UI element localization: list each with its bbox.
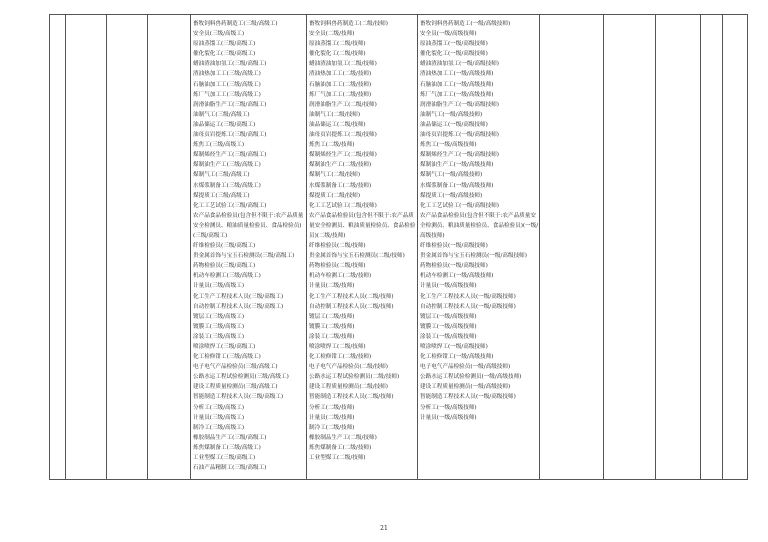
list-item: 安全员(一级/高级技师) bbox=[420, 31, 477, 38]
empty-cell bbox=[656, 15, 701, 480]
list-item: 计量员(三级/高级工) bbox=[193, 414, 244, 421]
list-item: 畜牧饲料兽药制造工(一级/高级技师) bbox=[420, 21, 511, 27]
qualification-table bbox=[49, 14, 748, 480]
list-item: 化工检修钳工(二级/技师) bbox=[309, 354, 372, 361]
list-item: 计量员(一级/高级技师) bbox=[420, 414, 477, 421]
table-row bbox=[50, 15, 748, 480]
list-item: 制冷工(三级/高级工) bbox=[193, 424, 244, 431]
list-item: 自动控制工程技术人员(一级/高级技师) bbox=[420, 303, 516, 310]
empty-cell bbox=[107, 15, 148, 480]
list-item: 水煤浆制备工(三级/高级工) bbox=[193, 182, 261, 189]
list-item: 煤制油生产工(三级/高级工) bbox=[193, 162, 261, 169]
list-item: 农产品食品检验员(包含但不限于:农产品质量安全检测员、粮油质量检验员、食品检验员)(一级/高级技师) bbox=[420, 212, 539, 239]
list-item: 建设工程质量检测员(一级/高级技师) bbox=[420, 384, 511, 391]
list-item: 机动车检测工(三级/高级工) bbox=[193, 273, 261, 280]
list-item: 渣油热加工工(一级/高级技师) bbox=[420, 71, 494, 78]
empty-cell bbox=[540, 15, 604, 480]
list-item: 催化裂化工(二级/技师) bbox=[309, 51, 366, 58]
list-item: 公路水运工程试验检测员(一级/高级技师) bbox=[420, 374, 522, 381]
list-item: 制冷工(二级/技师) bbox=[309, 424, 355, 431]
list-item: 贵金属首饰与宝玉石检测员(一级/高级技师) bbox=[420, 253, 527, 260]
list-item: 催化裂化工(三级/高级工) bbox=[193, 51, 256, 58]
list-item: 炼焦工(二级/技师) bbox=[309, 142, 355, 149]
list-item: 智能制造工程技术人员(三级/高级工) bbox=[193, 394, 284, 401]
list-item: 蜡油渣油加氢工(二级/技师) bbox=[309, 61, 377, 68]
list-item: 化工检修钳工(三级/高级工) bbox=[193, 354, 261, 361]
list-item: 涂装工(三级/高级工) bbox=[193, 333, 244, 340]
list-item: 药物检验员(二级/技师) bbox=[309, 263, 366, 270]
list-item: 农产品食品检验员(包含但不限于:农产品质量安全检测员、粮油质量检验员、食品检验员)(二级/技师) bbox=[309, 212, 416, 239]
list-item: 油母页岩提炼工(二级/技师) bbox=[309, 132, 377, 139]
list-item: 自动控制工程技术人员(三级/高级工) bbox=[193, 303, 284, 310]
list-item: 计量员(一级/高级技师) bbox=[420, 283, 477, 290]
list-item: 药物检验员(一级/高级技师) bbox=[420, 263, 488, 270]
list-item: 石脑油加工工(一级/高级技师) bbox=[420, 81, 494, 88]
list-item: 镀膜工(一级/高级技师) bbox=[420, 323, 477, 330]
list-item: 油品储运工(二级/技师) bbox=[309, 121, 366, 128]
list-item: 化工生产工程技术人员(一级/高级技师) bbox=[420, 293, 516, 300]
list-item: 建设工程质量检测员(三级/高级工) bbox=[193, 384, 278, 391]
list-item: 炼焦煤制备工(二级/技师) bbox=[309, 444, 372, 451]
list-item: 涂装工(二级/技师) bbox=[309, 333, 355, 340]
list-item: 化工工艺试验工(二级/技师) bbox=[309, 202, 377, 209]
list-item: 石脑油加工工(三级/高级工) bbox=[193, 81, 261, 88]
list-item: 润滑油脂生产工(二级/技师) bbox=[309, 101, 377, 108]
empty-cell bbox=[148, 15, 191, 480]
list-item: 炼厂气加工工(二级/技师) bbox=[309, 91, 372, 98]
empty-cell bbox=[66, 15, 107, 480]
list-item: 煤提质工(三级/高级工) bbox=[193, 192, 250, 199]
empty-cell bbox=[50, 15, 66, 480]
empty-cell bbox=[604, 15, 656, 480]
list-item: 化工生产工程技术人员(二级/技师) bbox=[309, 293, 394, 300]
list-item: 化工工艺试验工(三级/高级工) bbox=[193, 202, 267, 209]
list-item: 公路水运工程试验检测员(三级/高级工) bbox=[193, 374, 289, 381]
list-item: 煤提质工(二级/技师) bbox=[309, 192, 360, 199]
list-item: 涂装工(一级/高级技师) bbox=[420, 333, 477, 340]
list-item: 安全员(三级/高级工) bbox=[193, 31, 244, 38]
list-item: 煤制烯烃生产工(三级/高级工) bbox=[193, 152, 267, 159]
list-item: 石油产品精制工(三级/高级工) bbox=[193, 465, 267, 472]
list-item: 渣油热加工工(二级/技师) bbox=[309, 71, 372, 78]
list-item: 油制气工(一级/高级技师) bbox=[420, 111, 483, 118]
list-item: 炼焦工(三级/高级工) bbox=[193, 142, 244, 149]
list-item: 分析工(三级/高级工) bbox=[193, 404, 244, 411]
list-item: 催化裂化工(一级/高级技师) bbox=[420, 51, 488, 58]
list-item: 机动车检测工(一级/高级技师) bbox=[420, 273, 494, 280]
list-item: 煤制烯烃生产工(一级/高级技师) bbox=[420, 152, 499, 159]
list-item: 蜡油渣油加氢工(三级/高级工) bbox=[193, 61, 267, 68]
list-item: 煤制气工(二级/技师) bbox=[309, 172, 360, 179]
list-item: 水煤浆制备工(一级/高级技师) bbox=[420, 182, 494, 189]
list-item: 自动控制工程技术人员(二级/技师) bbox=[309, 303, 394, 310]
list-item: 建设工程质量检测员(二级/技师) bbox=[309, 384, 388, 391]
list-item: 油制气工(二级/技师) bbox=[309, 111, 360, 118]
list-item: 橡胶制品生产工(二级/技师) bbox=[309, 434, 377, 441]
list-item: 工业型煤工(二级/技师) bbox=[309, 455, 366, 462]
list-item: 纤维检验员(一级/高级技师) bbox=[420, 243, 488, 250]
list-item: 炼厂气加工工(一级/高级技师) bbox=[420, 91, 494, 98]
list-item: 煤制烯烃生产工(二级/技师) bbox=[309, 152, 377, 159]
list-item: 橡胶制品生产工(三级/高级工) bbox=[193, 434, 267, 441]
list-item: 化工工艺试验工(一级/高级技师) bbox=[420, 202, 499, 209]
level2-cell bbox=[307, 15, 418, 480]
list-item: 安全员(二级/技师) bbox=[309, 31, 355, 38]
list-item: 原油蒸馏工(一级/高级技师) bbox=[420, 41, 488, 48]
list-item: 喷涂喷焊工(三级/高级工) bbox=[193, 344, 256, 350]
list-item: 药物检验员(三级/高级工) bbox=[193, 263, 256, 270]
list-item: 贵金属首饰与宝玉石检测员(三级/高级工) bbox=[193, 253, 295, 260]
list-item: 蜡油渣油加氢工(一级/高级技师) bbox=[420, 61, 499, 68]
list-item: 原油蒸馏工(三级/高级工) bbox=[193, 41, 256, 48]
list-item: 计量员(二级/技师) bbox=[309, 414, 355, 421]
list-item: 油制气工(三级/高级工) bbox=[193, 111, 250, 118]
empty-cell bbox=[723, 15, 748, 480]
list-item: 分析工(二级/技师) bbox=[309, 404, 355, 411]
list-item: 工业型煤工(三级/高级工) bbox=[193, 455, 256, 462]
list-item: 分析工(一级/高级技师) bbox=[420, 404, 477, 411]
list-item: 润滑油脂生产工(三级/高级工) bbox=[193, 101, 267, 108]
empty-cell bbox=[701, 15, 723, 480]
list-item: 镀层工(二级/技师) bbox=[309, 313, 355, 320]
list-item: 镀膜工(二级/技师) bbox=[309, 323, 355, 330]
list-item: 煤制气工(三级/高级工) bbox=[193, 172, 250, 179]
list-item: 机动车检测工(二级/技师) bbox=[309, 273, 372, 280]
list-item: 化工检修钳工(一级/高级技师) bbox=[420, 354, 494, 361]
list-item: 纤维检验员(三级/高级工) bbox=[193, 243, 256, 250]
list-item: 电子电气产品检验员(一级/高级技师) bbox=[420, 364, 511, 371]
list-item: 煤提质工(一级/高级技师) bbox=[420, 192, 483, 199]
list-item: 煤制油生产工(二级/技师) bbox=[309, 162, 372, 169]
level1-cell bbox=[418, 15, 540, 480]
list-item: 镀层工(一级/高级技师) bbox=[420, 313, 477, 320]
list-item: 畜牧饲料兽药制造工(二级/技师) bbox=[309, 21, 388, 27]
list-item: 炼焦煤制备工(三级/高级工) bbox=[193, 444, 261, 451]
list-item: 石脑油加工工(二级/技师) bbox=[309, 81, 372, 88]
list-item: 水煤浆制备工(二级/技师) bbox=[309, 182, 372, 189]
level3-cell bbox=[191, 15, 307, 480]
list-item: 油母页岩提炼工(三级/高级工) bbox=[193, 132, 267, 139]
list-item: 电子电气产品检验员(二级/技师) bbox=[309, 364, 388, 371]
list-item: 煤制气工(一级/高级技师) bbox=[420, 172, 483, 179]
list-item: 计量员(三级/高级工) bbox=[193, 283, 244, 290]
list-item: 渣油热加工工(三级/高级工) bbox=[193, 71, 261, 78]
list-item: 喷涂喷焊工(一级/高级技师) bbox=[420, 344, 488, 350]
list-item: 化工生产工程技术人员(三级/高级工) bbox=[193, 293, 284, 300]
list-item: 喷涂喷焊工(二级/技师) bbox=[309, 344, 366, 350]
list-item: 润滑油脂生产工(一级/高级技师) bbox=[420, 101, 499, 108]
list-item: 计量员(二级/技师) bbox=[309, 283, 355, 290]
list-item: 公路水运工程试验检测员(二级/技师) bbox=[309, 374, 400, 381]
list-item: 纤维检验员(二级/技师) bbox=[309, 243, 366, 250]
list-item: 原油蒸馏工(二级/技师) bbox=[309, 41, 366, 48]
list-item: 油品储运工(三级/高级工) bbox=[193, 121, 256, 128]
list-item: 贵金属首饰与宝玉石检测员(二级/技师) bbox=[309, 253, 405, 260]
list-item: 智能制造工程技术人员(一级/高级技师) bbox=[420, 394, 516, 401]
list-item: 炼焦工(一级/高级技师) bbox=[420, 142, 477, 149]
list-item: 电子电气产品检验员(三级/高级工) bbox=[193, 364, 278, 371]
list-item: 煤制油生产工(一级/高级技师) bbox=[420, 162, 494, 169]
list-item: 畜牧饲料兽药制造工(三级/高级工) bbox=[193, 21, 278, 27]
list-item: 智能制造工程技术人员(二级/技师) bbox=[309, 394, 394, 401]
list-item: 镀层工(三级/高级工) bbox=[193, 313, 244, 320]
list-item: 油母页岩提炼工(一级/高级技师) bbox=[420, 132, 499, 139]
list-item: 镀膜工(三级/高级工) bbox=[193, 323, 244, 330]
list-item: 农产品食品检验员(包含但不限于:农产品质量安全检测员、粮油质量检验员、食品检验员)(三级/高级工) bbox=[193, 212, 304, 239]
list-item: 油品储运工(一级/高级技师) bbox=[420, 121, 488, 128]
list-item: 炼厂气加工工(三级/高级工) bbox=[193, 91, 261, 98]
page-number: 21 bbox=[380, 525, 388, 532]
